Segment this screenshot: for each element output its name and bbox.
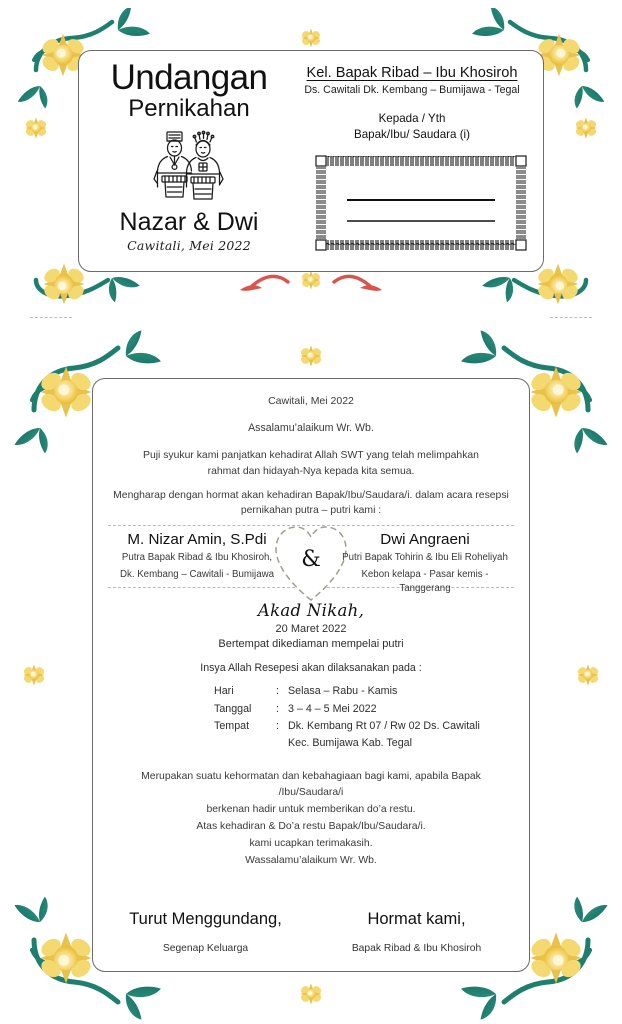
detail-colon: : bbox=[276, 702, 279, 715]
groom-name: M. Nizar Amin, S.Pdi bbox=[127, 531, 267, 549]
detail-label: Tanggal bbox=[214, 702, 252, 715]
detail-value: 3 – 4 – 5 Mei 2022 bbox=[288, 702, 377, 715]
detail-colon: : bbox=[276, 719, 279, 732]
invitation-title: Undangan bbox=[110, 58, 268, 97]
host-family-name: Kel. Bapak Ribad – Ibu Khosiroh bbox=[306, 65, 518, 81]
bride-block bbox=[336, 530, 514, 597]
closing-line: Merupakan suatu kehormatan dan kebahagiaan bagi kami, apabila Bapak /Ibu/Saudara/i bbox=[141, 770, 481, 799]
couple-names: Nazar & Dwi bbox=[119, 207, 259, 236]
top-card-place-date: Cawitali, Mei 2022 bbox=[127, 238, 251, 254]
cut-mark-left bbox=[30, 317, 72, 318]
ampersand-separator: & bbox=[301, 547, 321, 573]
intro-line: rahmat dan hidayah-Nya kepada kita semua. bbox=[207, 465, 415, 477]
top-card-left-panel bbox=[94, 60, 284, 253]
intro-line: pernikahan putra – putri kami : bbox=[240, 505, 382, 517]
detail-value-line2: Kec. Bumijawa Kab. Tegal bbox=[288, 737, 412, 750]
couple-section bbox=[108, 530, 514, 595]
groom-parents: Putra Bapak Ribad & Ibu Khosiroh, bbox=[121, 552, 273, 564]
closing-line: kami ucapkan terimakasih. bbox=[249, 837, 373, 849]
closing-paragraph bbox=[108, 769, 514, 870]
bride-groom-illustration bbox=[94, 127, 284, 207]
detail-label: Hari bbox=[214, 685, 234, 698]
detail-colon: : bbox=[276, 685, 279, 698]
intro-line: Puji syukur kami panjatkan kehadirat Allah SWT yang telah melimpahkan bbox=[143, 450, 479, 461]
recipient-label: Kepada / Yth bbox=[378, 112, 446, 125]
greeting: Assalamu’alaikum Wr. Wb. bbox=[248, 422, 374, 434]
signature-row bbox=[92, 910, 530, 954]
groom-address: Dk. Kembang – Cawitali - Bumijawa bbox=[120, 568, 274, 580]
detail-value: Dk. Kembang Rt 07 / Rw 02 Ds. Cawitali bbox=[288, 719, 480, 732]
bride-address: Kebon kelapa - Pasar kemis - Tanggerang bbox=[361, 568, 489, 595]
signature-left-subject: Segenap Keluarga bbox=[162, 943, 249, 954]
signature-right-heading: Hormat kami, bbox=[367, 910, 466, 929]
top-card-right-panel bbox=[290, 64, 534, 144]
closing-line: berkenan hadir untuk memberikan do’a restu. bbox=[206, 804, 416, 816]
signature-left-heading: Turut Menggundang, bbox=[129, 910, 282, 929]
detail-label: Tempat bbox=[214, 719, 250, 732]
bride-name: Dwi Angraeni bbox=[380, 531, 470, 549]
detail-row bbox=[214, 683, 480, 700]
host-family-address: Ds. Cawitali Dk. Kembang – Bumijawa - Tegal bbox=[304, 84, 520, 97]
akad-title: Akad Nikah, bbox=[257, 601, 365, 621]
signature-right bbox=[313, 910, 516, 954]
closing-line: Wassalamu’alaikum Wr. Wb. bbox=[245, 854, 377, 866]
closing-line: Atas kehadiran & Do’a restu Bapak/Ibu/Saudara/i. bbox=[196, 821, 426, 833]
detail-row bbox=[214, 701, 480, 718]
cut-marks bbox=[0, 317, 622, 320]
groom-block bbox=[108, 530, 286, 582]
signature-right-subject: Bapak Ribad & Ibu Khosiroh bbox=[351, 943, 482, 954]
detail-row bbox=[214, 718, 480, 735]
cut-mark-right bbox=[550, 317, 592, 318]
detail-row-continued bbox=[214, 735, 480, 752]
akad-venue: Bertempat dikediaman mempelai putri bbox=[218, 638, 404, 651]
invitation-body bbox=[92, 378, 530, 972]
resepsi-intro: Insya Allah Resepesi akan dilaksanakan pada : bbox=[200, 662, 422, 675]
akad-date: 20 Maret 2022 bbox=[275, 623, 347, 636]
invitation-subtitle: Pernikahan bbox=[128, 95, 250, 123]
event-details bbox=[214, 683, 514, 752]
detail-value: Selasa – Rabu - Kamis bbox=[288, 685, 398, 698]
body-place-date: Cawitali, Mei 2022 bbox=[268, 395, 354, 407]
signature-left bbox=[106, 910, 313, 954]
invitation-card-bottom bbox=[0, 330, 622, 1020]
invitation-card-top bbox=[0, 8, 622, 308]
recipient-titles: Bapak/Ibu/ Saudara (i) bbox=[353, 128, 470, 142]
bride-parents: Putri Bapak Tohirin & Ibu Eli Roheliyah bbox=[342, 552, 508, 564]
intro-line: Mengharap dengan hormat akan kehadiran Bapak/Ibu/Saudara/i. dalam acara resepsi bbox=[113, 489, 509, 501]
recipient-address-box[interactable] bbox=[315, 155, 527, 251]
